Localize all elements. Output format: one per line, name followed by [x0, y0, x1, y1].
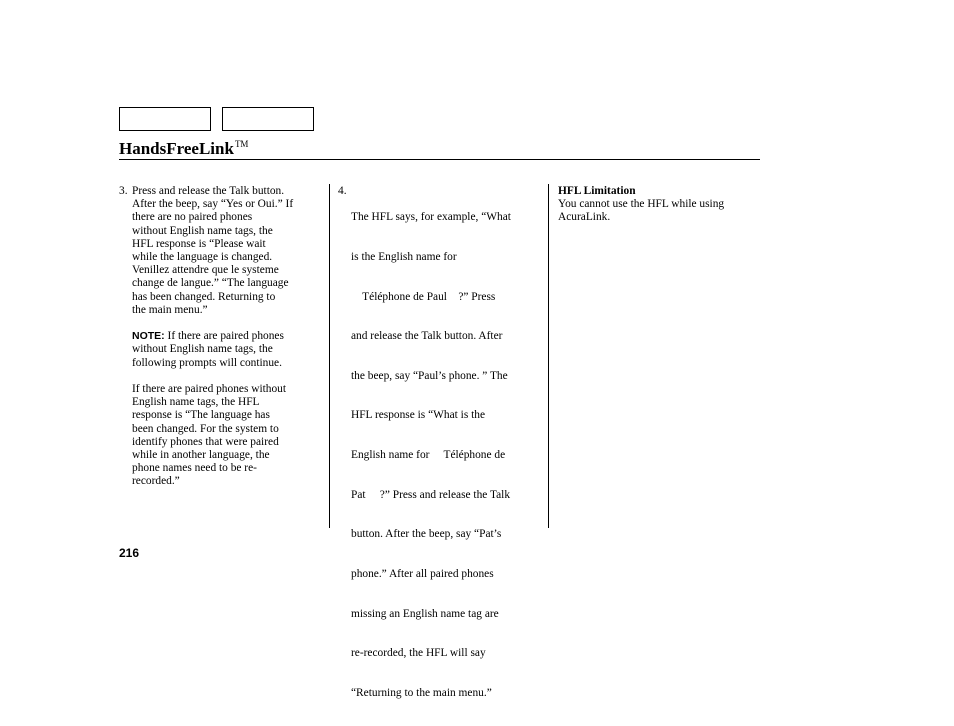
step-3	[119, 185, 293, 489]
page-number: 216	[119, 546, 140, 560]
text-line: re-recorded, the HFL will say	[351, 647, 486, 660]
text-line: missing an English name tag are	[351, 607, 499, 620]
trademark-symbol: TM	[234, 139, 249, 149]
text-line: been changed. For the system to	[132, 422, 279, 435]
note-line	[132, 330, 293, 343]
step-4-number: 4.	[338, 185, 347, 197]
text-line: without English name tags, the	[132, 224, 273, 237]
step-4-text	[351, 185, 511, 726]
text-line: phone.” After all paired phones	[351, 567, 494, 580]
text-line: recorded.”	[132, 475, 180, 488]
text-line: the main menu.”	[132, 303, 208, 316]
text-line: the beep, say “Paul’s phone. ” The	[351, 369, 508, 382]
text-line: Téléphone de Paul ?” Press	[351, 290, 496, 303]
text-line: “Returning to the main menu.”	[351, 686, 492, 699]
text-line: Venillez attendre que le systeme	[132, 264, 279, 277]
text-line: AcuraLink.	[558, 211, 611, 224]
column-2	[338, 185, 511, 726]
text-line: button. After the beep, say “Pat’s	[351, 528, 502, 541]
text-line: Pat ?” Press and release the Talk	[351, 488, 511, 501]
column-divider-1	[329, 184, 330, 528]
text-line: response is “The language has	[132, 409, 270, 422]
text-line: while in another language, the	[132, 449, 270, 462]
text-line: If there are paired phones without	[132, 383, 287, 396]
column-divider-2	[548, 184, 549, 528]
text-line: without English name tags, the	[132, 343, 273, 356]
step-3-number: 3.	[119, 185, 128, 197]
note-text: If there are paired phones	[167, 330, 284, 343]
text-line: phone names need to be re-	[132, 462, 257, 475]
text-line: After the beep, say “Yes or Oui.” If	[132, 198, 294, 211]
text-line: there are no paired phones	[132, 211, 253, 224]
column-1	[119, 185, 293, 489]
title-text: HandsFreeLink	[119, 139, 234, 158]
header-rule	[119, 159, 760, 160]
text-line: is the English name for	[351, 251, 457, 264]
text-line: while the language is changed.	[132, 251, 273, 264]
step-3-text	[132, 185, 293, 489]
text-line: English name for Téléphone de	[351, 449, 506, 462]
text-line: HFL response is “Please wait	[132, 237, 266, 250]
text-line: and release the Talk button. After	[351, 330, 503, 343]
text-line: English name tags, the HFL	[132, 396, 260, 409]
nav-tab-box-1[interactable]	[119, 107, 211, 131]
text-line: HFL response is “What is the	[351, 409, 486, 422]
hfl-limitation-heading: HFL Limitation	[558, 185, 636, 197]
page-title	[119, 134, 248, 159]
text-line: The HFL says, for example, “What	[351, 211, 511, 224]
text-line: identify phones that were paired	[132, 435, 279, 448]
column-3	[558, 185, 724, 225]
note-label: NOTE:	[132, 330, 165, 343]
step-4	[338, 185, 511, 726]
text-line: change de langue.” “The language	[132, 277, 289, 290]
text-line: Press and release the Talk button.	[132, 185, 285, 197]
text-line: following prompts will continue.	[132, 356, 282, 369]
text-line: has been changed. Returning to	[132, 290, 276, 303]
nav-tab-box-2[interactable]	[222, 107, 314, 131]
text-line: You cannot use the HFL while using	[558, 198, 725, 211]
